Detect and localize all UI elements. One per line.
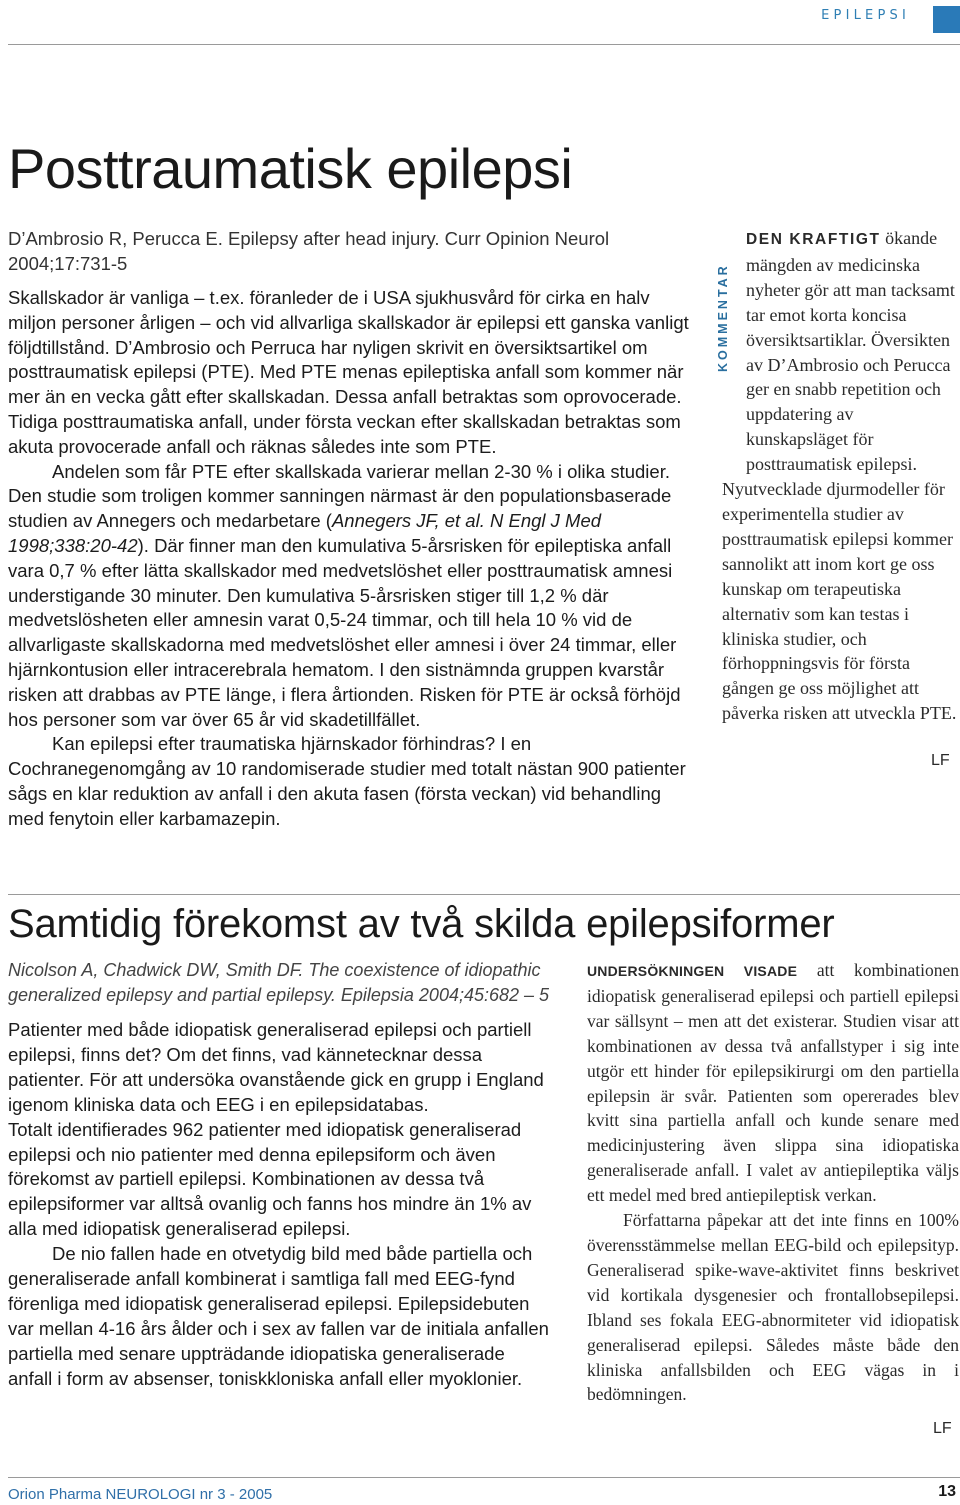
article-paragraph: Skallskador är vanliga – t.ex. föranleder de i USA sjukhusvård för cirka en halv miljon personer årligen – och vid allvarliga skallskador är epilepsi ett ganska vanligt följdtillstånd. D’Ambrosio och Perruca har nyligen skrivit en översiktsartikel om posttraumatisk epilepsi (PTE). Med PTE menas epileptiska anfall som kommer när mer än en vecka gått efter skallskadan. Dessa anfall betraktas som oprovocerade. Tidiga posttraumatiska anfall, under första veckan efter skallskadan betraktas som akuta provocerade anfall och räknas således inte som PTE. — [8, 287, 689, 457]
paragraph-text: Andelen som får PTE efter skallskada varierar mellan 2-30 % i olika studier. Den studie som troligen kommer sanningen närmast är den populationsbaserade studien av Annegers och medarbetare ( — [8, 460, 672, 532]
commentary-lead: DEN KRAFTIGT — [746, 231, 881, 248]
commentary-box — [722, 226, 958, 726]
section-divider — [8, 894, 960, 895]
commentary-lead: UNDERSÖKNINGEN VISADE — [587, 963, 798, 979]
commentary-paragraph: Författarna påpekar att det inte finns en 100% överensstämmelse mellan EEG-bild och epilepsityp. Generaliserad spike-wave-aktivitet finns beskrivet vid kortikala dysgenesier och frontallobsepilepsi. Ibland ses fokala EEG-abnormiteter vid idiopatisk generaliserad epilepsi. Således måste både den kliniska anfallsbilden och EEG vägas in i bedömningen. — [587, 1210, 959, 1405]
article-title: Posttraumatisk epilepsi — [8, 137, 573, 200]
article-body — [8, 1018, 553, 1392]
publication-name: Orion Pharma NEUROLOGI nr 3 - 2005 — [8, 1486, 273, 1503]
top-divider — [8, 44, 960, 45]
article-paragraph: Patienter med både idiopatisk generaliserad epilepsi och partiell epilepsi, finns det? Om det finns, vad kännetecknar dessa patienter. För att undersöka ovanstående gick en grupp i England igenom kliniska data och EEG i en epilepsidatabas. — [8, 1019, 544, 1115]
article-title: Samtidig förekomst av två skilda epilepsiformer — [8, 902, 835, 946]
article-paragraph: Kan epilepsi efter traumatiska hjärnskador förhindras? I en Cochranegenomgång av 10 randomiserade studier med totalt nästan 900 patienter sågs en klar reduktion av anfall i den akuta fasen (första veckan) vid behandling med fenytoin eller karbamazepin. — [8, 733, 686, 829]
article-body — [8, 286, 698, 832]
commentary-text: ökande mängden av medicinska nyheter gör att man tacksamt tar emot korta koncisa översiktsartiklar. Översikten av D’Ambrosio och Perucca ger en snabb repetition och uppdatering av kunskapsläget för posttraumatisk epilepsi. — [746, 228, 955, 475]
article-paragraph — [8, 460, 698, 733]
article-paragraph: Totalt identifierades 962 patienter med idiopatisk generaliserad epilepsi och nio patienter med denna epilepsiform och även förekomst av partiell epilepsi. Kombinationen av dessa två epilepsiformer var alltså ovanlig och fanns hos mindre än 1% av alla med idiopatisk generaliserad epilepsi. — [8, 1118, 532, 1240]
article-reference: D’Ambrosio R, Perucca E. Epilepsy after head injury. Curr Opinion Neurol 2004;17:731-5 — [8, 228, 610, 274]
section-color-marker — [933, 6, 960, 33]
page-number: 13 — [938, 1483, 956, 1500]
article-reference: Nicolson A, Chadwick DW, Smith DF. The coexistence of idiopathic generalized epilepsy and partial epilepsy. Epilepsia 2004;45:682 – 5 — [8, 960, 550, 1005]
commentary-text: Nyutvecklade djurmodeller för experimentella studier av posttraumatisk epilepsi kommer sannolikt att inom kort ge oss kunskap om terapeutiska alternativ som kan testas i kliniska studier, och förhoppningsvis för första gången ge oss möjlighet att påverka risken att utveckla PTE. — [722, 479, 957, 724]
commentary-signature: LF — [931, 752, 950, 769]
commentary-box — [587, 958, 959, 1407]
commentary-intro — [746, 226, 958, 477]
section-label: EPILEPSI — [821, 8, 910, 23]
commentary-signature: LF — [933, 1420, 952, 1437]
commentary-paragraph — [587, 958, 959, 1208]
article-paragraph: De nio fallen hade en otvetydig bild med både partiella och generaliserade anfall kombinerat i samtliga fall med EEG-fynd förenliga med idiopatisk generaliserad epilepsi. Epilepsidebuten var mellan 4-16 års ålder och i sex av fallen var de initiala anfallen partiella med senare uppträdande idiopatiska generaliserade anfall i form av absenser, toniskkloniska anfall eller myoklonier. — [8, 1243, 549, 1389]
footer-divider — [8, 1477, 960, 1478]
citation: Annegers JF, et al. N Engl J Med 1998;338:20-42 — [8, 510, 602, 556]
commentary-text: att kombinationen idiopatisk generaliserad epilepsi och partiell epilepsi var sällsynt – men att det existerar. Studien visar att kombinationen av dessa två anfallstyper i sig inte utgör ett hinder för epilepsikirurgi om den partiella epilepsin är svår. Patienten som opererades blev kvitt sina partiella anfall och kunde senare med medicinjustering även slippa sina idiopatiska generaliserade anfall. I valet av antiepileptika väljs ett medel med bred antiepileptisk verkan. — [587, 960, 959, 1206]
paragraph-text: ). Där finner man den kumulativa 5-årsrisken för epileptiska anfall vara 0,7 % efter lätta skallskador med medvetslöshet eller posttraumatisk amnesi understigande 30 minuter. Den kumulativa 5-årsrisken stiger till 1,2 % där medvetslösheten eller amnesin varat 0,5-24 timmar, och till hela 10 % vid de allvarligaste skallskadorna med medvetslöshet eller amnesi i över 24 timmar, eller hjärnkontusion eller intracerebrala hematom. I den sistnämnda gruppen kvarstår risken att drabbas av PTE länge, i flera årtionden. Risken för PTE är också förhöjd hos personer som var över 65 år vid skadetillfället. — [8, 534, 681, 730]
commentary-label: KOMMENTAR — [716, 263, 730, 372]
